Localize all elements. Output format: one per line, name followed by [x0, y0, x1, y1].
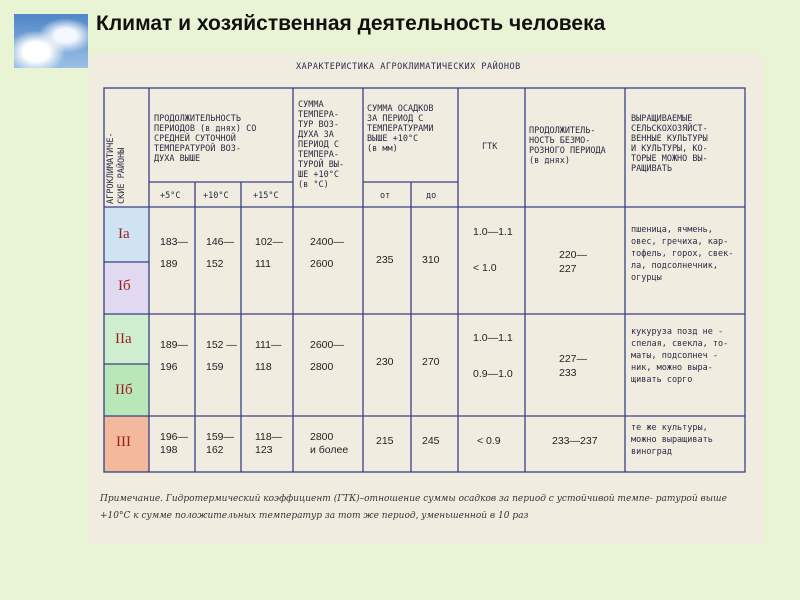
- temp-sum-value: 2800 и более: [310, 431, 349, 456]
- precip-header: СУММА ОСАДКОВ ЗА ПЕРИОД С ТЕМПЕРАТУРАМИ ВЫШЕ +10°C (в мм): [367, 104, 434, 154]
- temp-sum-value: 2400— 2600: [310, 236, 344, 270]
- duration-header: ПРОДОЛЖИТЕЛЬНОСТЬ ПЕРИОДОВ (в днях) СО СРЕДНЕЙ СУТОЧНОЙ ТЕМПЕРАТУРОЙ ВОЗ- ДУХА ВЫШЕ: [154, 114, 257, 164]
- crops-value: пшеница, ячмень, овес, гречиха, кар- тофель, горох, свек- ла, подсолнечник, огурцы: [631, 225, 734, 283]
- duration-5-value: 196— 198: [160, 431, 189, 456]
- duration-10-header: +10°C: [203, 191, 229, 201]
- duration-10-value: 146— 152: [206, 236, 235, 270]
- duration-15-value: 111— 118: [255, 339, 282, 373]
- precip-from-value: 235: [376, 254, 394, 266]
- frost-free-value: 220— 227: [559, 249, 588, 275]
- table-scan: [88, 54, 763, 544]
- gtk-header: ГТК: [482, 142, 498, 152]
- precip-to-value: 270: [422, 356, 440, 368]
- precip-from-value: 230: [376, 356, 394, 368]
- frost-free-value: 233—237: [552, 435, 598, 447]
- duration-10-value: 159— 162: [206, 431, 235, 456]
- duration-15-value: 118— 123: [255, 431, 283, 456]
- duration-15-value: 102— 111: [255, 236, 284, 270]
- region-label: IIа: [115, 331, 132, 347]
- region-column-header: АГРОКЛИМАТИЧЕ- СКИЕ РАЙОНЫ: [106, 132, 127, 204]
- frost-free-value: 227— 233: [559, 353, 588, 379]
- temp-sum-header: СУММА ТЕМПЕРА- ТУР ВОЗ- ДУХА ЗА ПЕРИОД С ТЕМПЕРА- ТУРОЙ ВЫ- ШЕ +10°C (в °C): [298, 100, 345, 190]
- gtk-value: 1.0—1.1 0.9—1.0: [473, 332, 513, 380]
- region-label: Iб: [118, 278, 131, 294]
- slide-title: Климат и хозяйственная деятельность человека: [96, 12, 606, 35]
- region-label: Iа: [118, 226, 130, 242]
- crops-value: кукуруза позд не - спелая, свекла, то- маты, подсолнеч - ник, можно выра- щивать сорго: [631, 327, 729, 385]
- precip-to-value: 245: [422, 435, 440, 447]
- precip-from-value: 215: [376, 435, 394, 447]
- duration-5-header: +5°C: [160, 191, 181, 201]
- precip-to-value: 310: [422, 254, 440, 266]
- gtk-value: < 0.9: [477, 435, 501, 447]
- duration-10-value: 152 — 159: [206, 339, 237, 373]
- table-footnote: Примечание. Гидротермический коэффициент (ГТК)–отношение суммы осадков за период с устойчивой темпе- ратурой выше +10°С к сумме положительных температур за тот же период, уменьшенной в 10 раз: [100, 494, 727, 521]
- sky-photo: [14, 14, 88, 68]
- duration-5-value: 183— 189: [160, 236, 189, 270]
- frost-free-header: ПРОДОЛЖИТЕЛЬ- НОСТЬ БЕЗМО- РОЗНОГО ПЕРИОДА (в днях): [529, 126, 606, 166]
- region-label: IIб: [115, 382, 133, 398]
- precip-to-header: до: [426, 191, 437, 201]
- duration-5-value: 189— 196: [160, 339, 189, 373]
- precip-from-header: от: [380, 191, 391, 201]
- crops-header: ВЫРАЩИВАЕМЫЕ СЕЛЬСКОХОЗЯЙСТ- ВЕННЫЕ КУЛЬТУРЫ И КУЛЬТУРЫ, КО- ТОРЫЕ МОЖНО ВЫ- РАЩИВАТЬ: [631, 114, 708, 174]
- duration-15-header: +15°C: [253, 191, 279, 201]
- table-heading: ХАРАКТЕРИСТИКА АГРОКЛИМАТИЧЕСКИХ РАЙОНОВ: [296, 62, 521, 72]
- region-label: III: [116, 434, 131, 450]
- temp-sum-value: 2600— 2800: [310, 339, 344, 373]
- gtk-value: 1.0—1.1 < 1.0: [473, 226, 513, 274]
- crops-value: те же культуры, можно выращивать виноград: [631, 423, 713, 457]
